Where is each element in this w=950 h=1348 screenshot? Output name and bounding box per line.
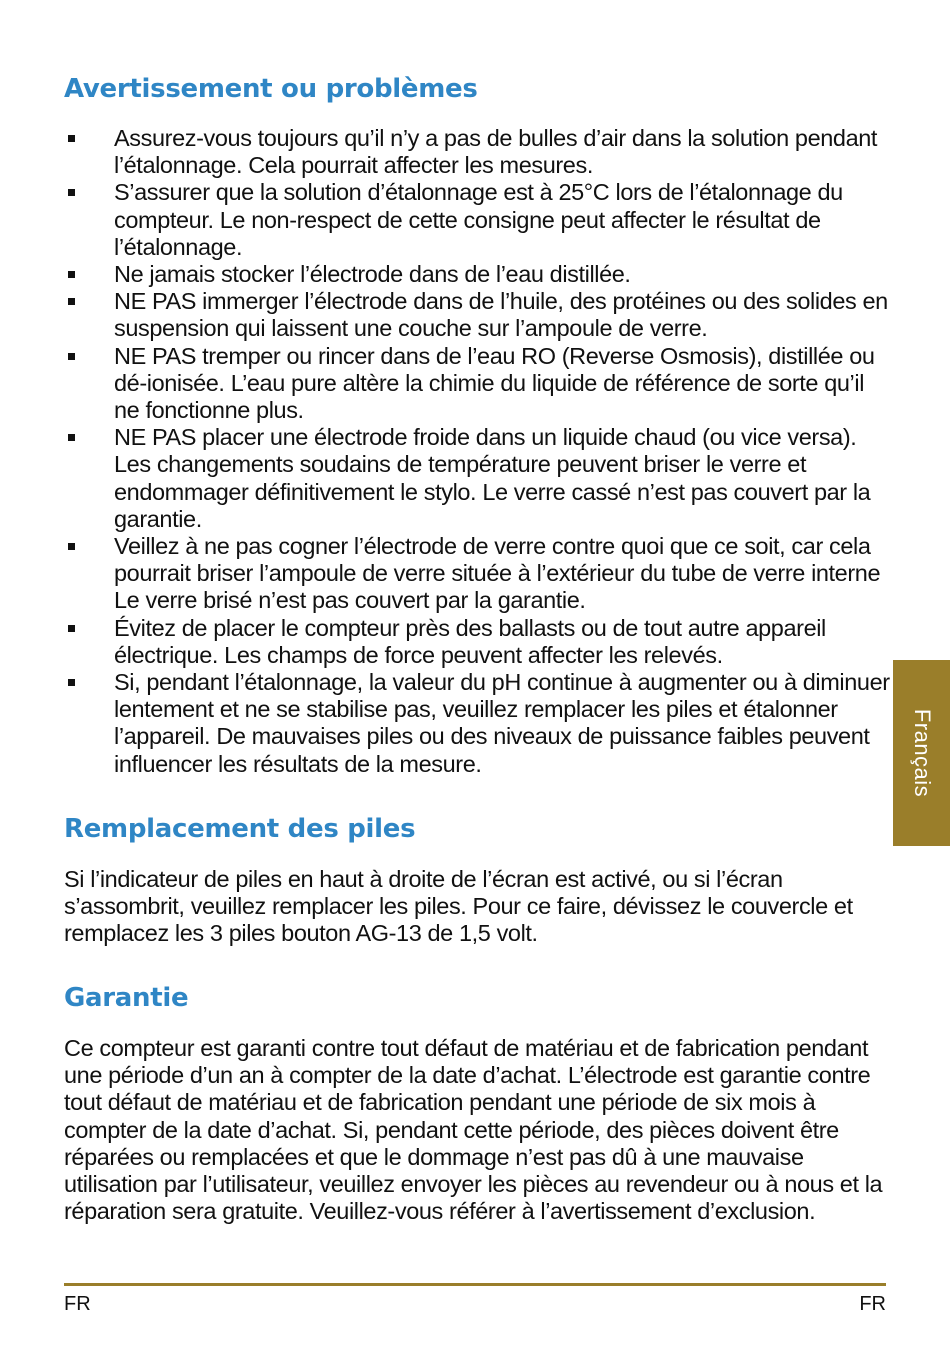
list-item: S’assurer que la solution d’étalonnage est à 25°C lors de l’étalonnage du compteur. Le non-respect de cette consigne peut affecter le résultat de l’étalonnage. bbox=[64, 179, 894, 261]
list-item: Si, pendant l’étalonnage, la valeur du pH continue à augmenter ou à diminuer lentement et ne se stabilise pas, veuillez remplacer les piles et étalonner l’appareil. De mauvaises piles ou des niveaux de puissance faibles peuvent influencer les résultats de la mesure. bbox=[64, 669, 894, 778]
list-item: Assurez-vous toujours qu’il n’y a pas de bulles d’air dans la solution pendant l’étalonnage. Cela pourrait affecter les mesures. bbox=[64, 125, 894, 179]
bullet-icon bbox=[68, 298, 75, 305]
list-item: Ne jamais stocker l’électrode dans de l’eau distillée. bbox=[64, 261, 894, 288]
bullet-icon bbox=[68, 271, 75, 278]
warnings-list bbox=[64, 125, 894, 778]
list-item: NE PAS placer une électrode froide dans un liquide chaud (ou vice versa). Les changements soudains de température peuvent briser le verre et endommager définitivement le stylo. Le verre cassé n’est pas couvert par la garantie. bbox=[64, 424, 894, 533]
bullet-icon bbox=[68, 353, 75, 360]
bullet-icon bbox=[68, 679, 75, 686]
warnings-heading: Avertissement ou problèmes bbox=[64, 74, 478, 104]
footer-divider bbox=[64, 1283, 886, 1286]
list-item: Veillez à ne pas cogner l’électrode de verre contre quoi que ce soit, car cela pourrait briser l’ampoule de verre située à l’extérieur du tube de verre interne Le verre brisé n’est pas couvert par la garantie. bbox=[64, 533, 894, 615]
list-item: Évitez de placer le compteur près des ballasts ou de tout autre appareil électrique. Les champs de force peuvent affecter les relevés. bbox=[64, 615, 894, 669]
bullet-icon bbox=[68, 543, 75, 550]
language-tab bbox=[893, 660, 950, 846]
battery-paragraph: Si l’indicateur de piles en haut à droite de l’écran est activé, ou si l’écran s’assombrit, veuillez remplacer les piles. Pour ce faire, dévissez le couvercle et remplacez les 3 piles bouton AG-13 de 1,5 volt. bbox=[64, 866, 853, 947]
footer-right-label: FR bbox=[859, 1293, 886, 1315]
bullet-icon bbox=[68, 625, 75, 632]
bullet-icon bbox=[68, 189, 75, 196]
battery-heading: Remplacement des piles bbox=[64, 814, 416, 844]
footer-left-label: FR bbox=[64, 1293, 91, 1315]
bullet-icon bbox=[68, 434, 75, 441]
language-tab-label: Français bbox=[909, 708, 935, 798]
bullet-icon bbox=[68, 135, 75, 142]
list-item: NE PAS immerger l’électrode dans de l’huile, des protéines ou des solides en suspension qui laissent une couche sur l’ampoule de verre. bbox=[64, 288, 894, 342]
warranty-heading: Garantie bbox=[64, 983, 189, 1013]
list-item: NE PAS tremper ou rincer dans de l’eau RO (Reverse Osmosis), distillée ou dé-ionisée. L’eau pure altère la chimie du liquide de référence de sorte qu’il ne fonctionne plus. bbox=[64, 343, 894, 425]
warranty-paragraph: Ce compteur est garanti contre tout défaut de matériau et de fabrication pendant une période d’un an à compter de la date d’achat. L’électrode est garantie contre tout défaut de matériau et de fabrication pendant une période de six mois à compter de la date d’achat. Si, pendant cette période, des pièces doivent être réparées ou remplacées et que le dommage n’est pas dû à une mauvaise utilisation par l’utilisateur, veuillez envoyer les pièces au revendeur ou à nous et la réparation sera gratuite. Veuillez-vous référer à l’avertissement d’exclusion. bbox=[64, 1035, 883, 1225]
